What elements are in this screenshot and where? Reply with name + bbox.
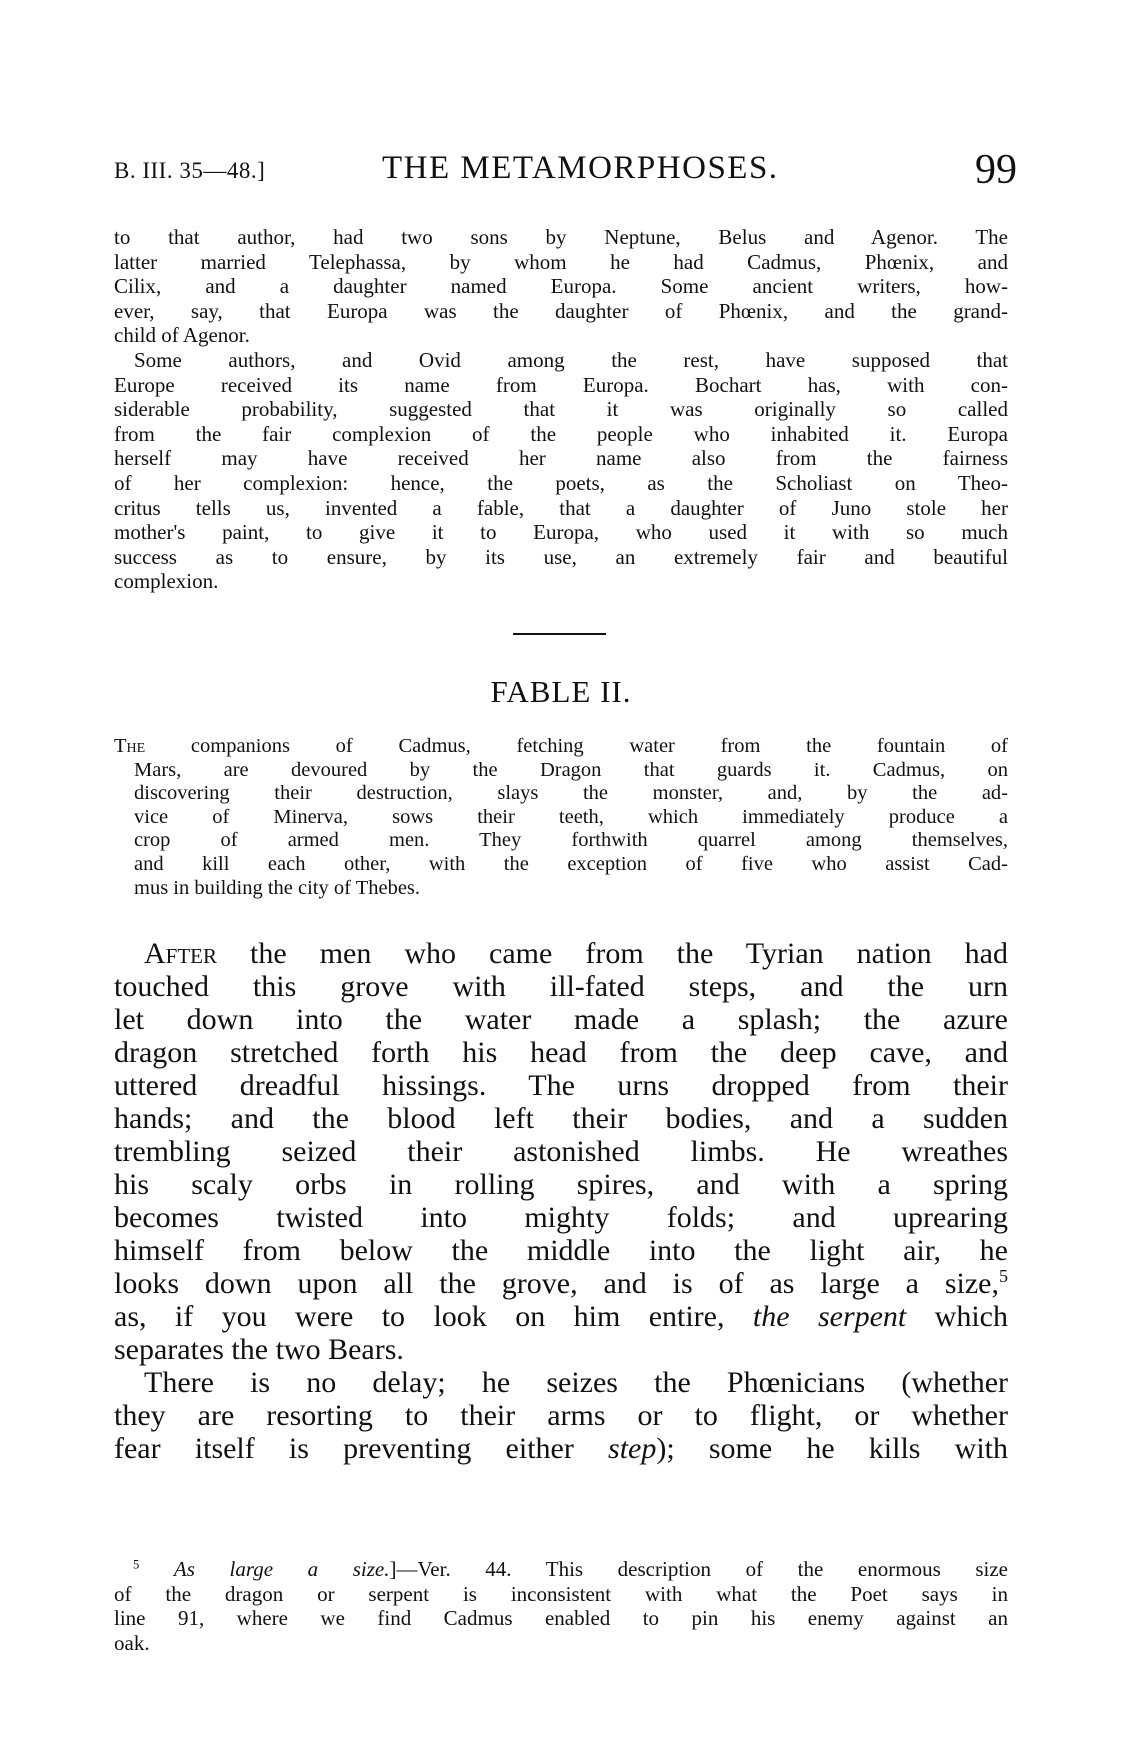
text-line: critus tells us, invented a fable, that a daughter of Juno stole her [114, 495, 1008, 520]
text-line: child of Agenor. [114, 323, 250, 348]
text-run: as, if you were to look on him entire, [114, 1300, 753, 1333]
text-line: they are resorting to their arms or to flight, or whether [114, 1399, 1008, 1432]
footnote [114, 1557, 1008, 1655]
text-line: hands; and the blood left their bodies, and a sudden [114, 1102, 1008, 1135]
text-line: from the fair complexion of the people who inhabited it. Europa [114, 421, 1008, 446]
paragraph [114, 1557, 1008, 1655]
text-line: to that author, had two sons by Neptune, Belus and Agenor. The [114, 225, 1008, 249]
text-line: Mars, are devoured by the Dragon that guards it. Cadmus, on [134, 758, 1008, 781]
text-line: herself may have received her name also from the fairness [114, 446, 1008, 471]
text-line: separates the two Bears. [114, 1333, 404, 1366]
text-run [139, 1557, 174, 1581]
text-line: ever, say, that Europa was the daughter of Phœnix, and the grand- [114, 298, 1008, 323]
text-line: success as to ensure, by its use, an extremely fair and beautiful [114, 544, 1008, 569]
text-line [114, 937, 1008, 970]
text-line: line 91, where we find Cadmus enabled to pin his enemy against an [114, 1606, 1008, 1630]
text-run: companions of Cadmus, fetching water from the fountain of [145, 735, 1008, 757]
text-run: ); some he kills with [656, 1432, 1008, 1465]
text-line: let down into the water made a splash; the azure [114, 1003, 1008, 1036]
paragraph [114, 735, 1008, 900]
text-line: and kill each other, with the exception of five who assist Cad- [134, 852, 1008, 875]
text-line: dragon stretched forth his head from the deep cave, and [114, 1036, 1008, 1069]
text-line: himself from below the middle into the light air, he [114, 1234, 1008, 1267]
footnote-marker: 5 [999, 1267, 1008, 1287]
text-line: siderable probability, suggested that it was originally so called [114, 397, 1008, 422]
paragraph [114, 937, 1008, 1366]
text-line [114, 735, 1008, 759]
text-line: There is no delay; he seizes the Phœnicians (whether [144, 1366, 1008, 1399]
text-line: latter married Telephassa, by whom he had Cadmus, Phœnix, and [114, 249, 1008, 274]
text-line: discovering their destruction, slays the monster, and, by the ad- [134, 782, 1008, 805]
text-line [114, 1300, 1008, 1333]
continued-notes [114, 225, 1008, 594]
text-line [114, 1432, 1008, 1465]
small-caps-text: The [114, 735, 146, 757]
fable-argument [114, 735, 1008, 900]
italic-text: step [608, 1432, 657, 1465]
text-run: fear itself is preventing either [114, 1432, 609, 1465]
paragraph [114, 1366, 1008, 1465]
footnote-marker: 5 [133, 1557, 140, 1572]
text-line: oak. [114, 1630, 150, 1655]
text-line: complexion. [114, 569, 219, 594]
text-run: looks down upon all the grove, and is of as large a size, [114, 1267, 999, 1300]
text-run: ]—Ver. 44. This description of the enormous size [389, 1557, 1008, 1581]
text-line: trembling seized their astonished limbs. He wreathes [114, 1135, 1008, 1168]
text-line: his scaly orbs in rolling spires, and with a spring [114, 1168, 1008, 1201]
fable-title: FABLE II. [490, 674, 632, 709]
text-line: vice of Minerva, sows their teeth, which immediately produce a [134, 805, 1008, 828]
text-line: Europe received its name from Europa. Bochart has, with con- [114, 372, 1008, 397]
text-line: of her complexion: hence, the poets, as the Scholiast on Theo- [114, 470, 1008, 495]
text-line [114, 1267, 1008, 1300]
text-line: Some authors, and Ovid among the rest, have supposed that [134, 347, 1008, 372]
text-run: the men who came from the Tyrian nation had [217, 937, 1008, 970]
page-number: 99 [975, 147, 1017, 193]
text-line: touched this grove with ill-fated steps, and the urn [114, 970, 1008, 1003]
text-run: which [906, 1300, 1008, 1333]
text-line: uttered dreadful hissings. The urns dropped from their [114, 1069, 1008, 1102]
section-divider-rule [513, 633, 606, 635]
running-header-title: THE METAMORPHOSES. [382, 150, 779, 186]
text-line: crop of armed men. They forthwith quarrel among themselves, [134, 829, 1008, 852]
text-line: becomes twisted into mighty folds; and uprearing [114, 1201, 1008, 1234]
main-translation-text [114, 937, 1008, 1465]
text-line [114, 1557, 1008, 1582]
italic-text: the serpent [752, 1300, 907, 1333]
text-line: mother's paint, to give it to Europa, who used it with so much [114, 520, 1008, 545]
paragraph [114, 348, 1008, 594]
small-caps-text: After [144, 937, 218, 970]
text-line: Cilix, and a daughter named Europa. Some ancient writers, how- [114, 274, 1008, 299]
paragraph [114, 225, 1008, 348]
text-line: mus in building the city of Thebes. [134, 876, 421, 899]
running-header-book-reference: B. III. 35—48.] [114, 158, 266, 183]
italic-text: As large a size. [173, 1557, 390, 1581]
text-line: of the dragon or serpent is inconsistent with what the Poet says in [114, 1581, 1008, 1606]
